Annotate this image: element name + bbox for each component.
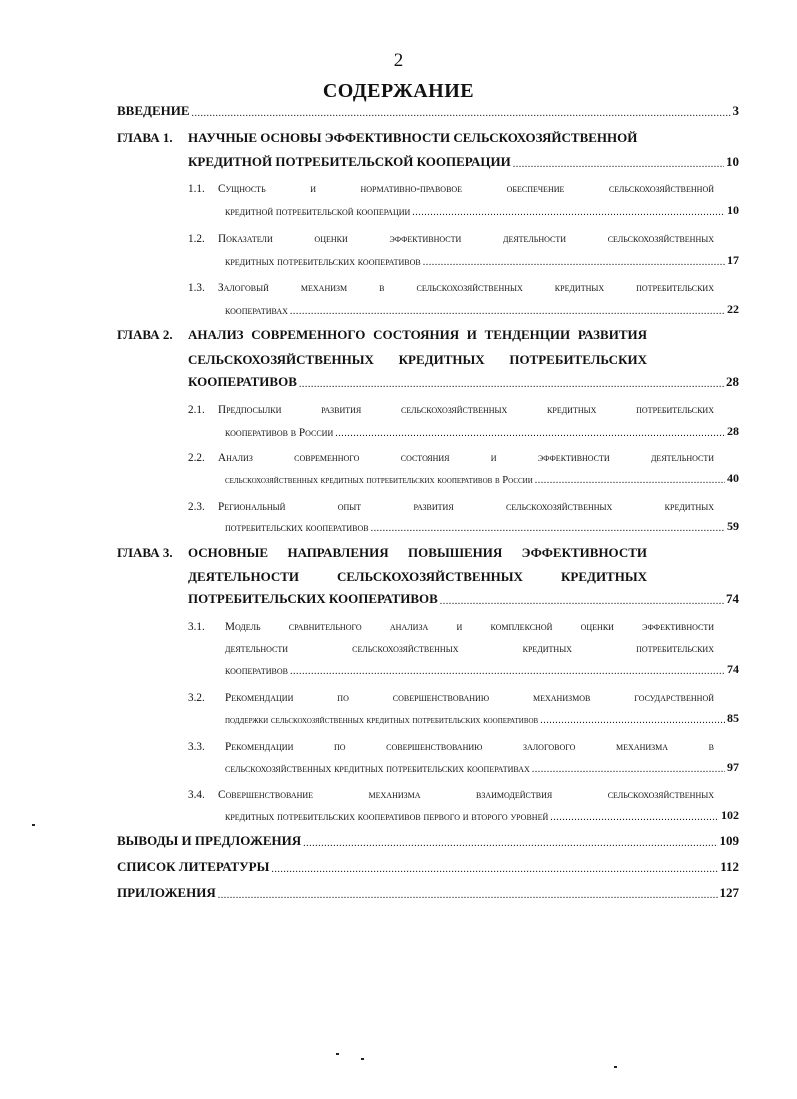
leader-dots	[535, 475, 725, 486]
toc-page-number: 112	[720, 859, 739, 874]
toc-page-number: 28	[727, 424, 739, 438]
leader-dots	[532, 764, 725, 775]
section-title-line: кооперативов в России	[225, 427, 334, 439]
toc-page-number: 74	[727, 662, 739, 676]
section-number: 1.3.	[188, 282, 205, 294]
toc-section-3-1[interactable]	[188, 614, 714, 633]
toc-section-1-2[interactable]	[188, 226, 714, 245]
toc-page-number: 109	[719, 833, 739, 848]
toc-section-1-2-end[interactable]	[225, 249, 739, 268]
toc-section-1-3-end[interactable]	[225, 298, 739, 317]
toc-section-3-4-end[interactable]	[225, 804, 739, 823]
leader-dots	[335, 428, 725, 439]
chapter-title-line: ПОТРЕБИТЕЛЬСКИХ КООПЕРАТИВОВ	[188, 591, 438, 606]
leader-dots	[299, 379, 724, 390]
section-number: 3.4.	[188, 789, 205, 801]
toc-chapter-3-title-end[interactable]	[188, 588, 739, 607]
chapter-title-line: СЕЛЬСКОХОЗЯЙСТВЕННЫХ КРЕДИТНЫХ ПОТРЕБИТЕЛЬСКИХ	[188, 352, 647, 367]
chapter-title-line: НАУЧНЫЕ ОСНОВЫ ЭФФЕКТИВНОСТИ СЕЛЬСКОХОЗЯЙСТВЕННОЙ	[188, 130, 638, 145]
toc-section-2-3[interactable]	[188, 494, 714, 513]
leader-dots	[540, 715, 725, 726]
chapter-title-line: КРЕДИТНОЙ ПОТРЕБИТЕЛЬСКОЙ КООПЕРАЦИИ	[188, 154, 511, 169]
section-title-line: Рекомендации по совершенствованию залогового механизма в	[225, 741, 714, 753]
chapter-label: ГЛАВА 2.	[117, 327, 173, 342]
toc-section-3-2[interactable]	[188, 685, 714, 704]
chapter-title-line: КООПЕРАТИВОВ	[188, 374, 297, 389]
section-number: 2.2.	[188, 452, 205, 464]
scan-speck	[361, 1058, 364, 1060]
chapter-title-line: АНАЛИЗ СОВРЕМЕННОГО СОСТОЯНИЯ И ТЕНДЕНЦИИ РАЗВИТИЯ	[188, 327, 647, 342]
section-title-line: кооперативов	[225, 665, 288, 677]
scan-speck	[32, 824, 35, 826]
toc-page-number: 74	[726, 591, 739, 606]
chapter-label: ГЛАВА 3.	[117, 545, 173, 560]
toc-section-2-3-end[interactable]	[225, 515, 739, 534]
toc-page-number: 102	[721, 808, 739, 822]
section-title-line: деятельности сельскохозяйственных кредитных потребительских	[225, 643, 714, 655]
toc-page-number: 85	[727, 711, 739, 725]
scan-speck	[336, 1053, 339, 1055]
page-number: 2	[393, 50, 404, 71]
section-title-line: Совершенствование механизма взаимодействия сельскохозяйственных	[218, 789, 714, 801]
chapter-title-line: ОСНОВНЫЕ НАПРАВЛЕНИЯ ПОВЫШЕНИЯ ЭФФЕКТИВНОСТИ	[188, 545, 647, 560]
section-number: 1.1.	[188, 183, 205, 195]
leader-dots	[371, 523, 725, 534]
toc-chapter-3-heading[interactable]	[117, 542, 647, 561]
page-title: СОДЕРЖАНИЕ	[322, 80, 475, 102]
toc-page-number: 59	[727, 519, 739, 533]
leader-dots	[303, 838, 717, 849]
toc-page-number: 17	[727, 253, 739, 267]
toc-section-3-2-end[interactable]	[225, 707, 739, 726]
chapter-title-line: ДЕЯТЕЛЬНОСТИ СЕЛЬСКОХОЗЯЙСТВЕННЫХ КРЕДИТНЫХ	[188, 569, 647, 584]
toc-entry-references[interactable]	[117, 856, 739, 875]
section-number: 3.3.	[188, 741, 205, 753]
section-number: 2.1.	[188, 404, 205, 416]
section-number: 2.3.	[188, 501, 205, 513]
section-title-line: Предпосылки развития сельскохозяйственных кредитных потребительских	[218, 404, 714, 416]
section-title-line: Показатели оценки эффективности деятельности сельскохозяйственных	[218, 233, 714, 245]
toc-chapter-2-title-line-2[interactable]	[188, 349, 647, 368]
toc-chapter-3-title-line-2[interactable]	[188, 566, 647, 585]
section-title-line: Анализ современного состояния и эффективности деятельности	[218, 452, 714, 464]
toc-section-3-1-line-2[interactable]	[225, 636, 714, 655]
section-title-line: Региональный опыт развития сельскохозяйственных кредитных	[218, 501, 714, 513]
leader-dots	[290, 666, 725, 677]
section-number: 3.1.	[188, 621, 205, 633]
toc-entry-label: ВВЕДЕНИЕ	[117, 103, 190, 118]
toc-chapter-1-heading[interactable]	[117, 127, 739, 146]
leader-dots	[423, 257, 725, 268]
toc-entry-label: ВЫВОДЫ И ПРЕДЛОЖЕНИЯ	[117, 833, 302, 848]
section-number: 3.2.	[188, 692, 205, 704]
section-title-line: сельскохозяйственных кредитных потребительских кооперативах	[225, 763, 530, 775]
toc-section-2-1-end[interactable]	[225, 420, 739, 439]
section-title-line: кредитной потребительской кооперации	[225, 206, 411, 218]
section-title-line: Рекомендации по совершенствованию механизмов государственной	[225, 692, 714, 704]
toc-page-number: 127	[719, 885, 739, 900]
section-title-line: сельскохозяйственных кредитных потребительских кооперативов в России	[225, 475, 533, 486]
leader-dots	[192, 108, 731, 119]
toc-section-3-3[interactable]	[188, 734, 714, 753]
section-title-line: потребительских кооперативов	[225, 522, 369, 534]
toc-chapter-1-title-end[interactable]	[188, 151, 739, 170]
section-title-line: кооперативах	[225, 305, 288, 317]
toc-entry-intro[interactable]	[117, 100, 739, 119]
toc-page-number: 40	[727, 471, 739, 485]
scan-speck	[614, 1066, 617, 1068]
toc-page-number: 28	[726, 374, 739, 389]
toc-section-2-2-end[interactable]	[225, 467, 739, 486]
leader-dots	[513, 159, 724, 170]
toc-section-3-4[interactable]	[188, 782, 714, 801]
section-title-line: поддержки сельскохозяйственных кредитных потребительских кооперативов	[225, 715, 539, 726]
section-title-line: Залоговый механизм в сельскохозяйственных кредитных потребительских	[218, 282, 714, 294]
section-title-line: Модель сравнительного анализа и комплексной оценки эффективности	[225, 621, 714, 633]
chapter-label: ГЛАВА 1.	[117, 130, 173, 145]
toc-entry-label: ПРИЛОЖЕНИЯ	[117, 885, 216, 900]
toc-page-number: 10	[726, 154, 739, 169]
toc-section-2-1[interactable]	[188, 397, 714, 416]
section-title-line: Сущность и нормативно-правовое обеспечение сельскохозяйственной	[218, 183, 714, 195]
section-number: 1.2.	[188, 233, 205, 245]
leader-dots	[290, 306, 725, 317]
section-title-line: кредитных потребительских кооперативов первого и второго уровней	[225, 811, 549, 823]
leader-dots	[218, 890, 718, 901]
toc-page-number: 97	[727, 760, 739, 774]
toc-page-number: 22	[727, 302, 739, 316]
leader-dots	[440, 596, 724, 607]
leader-dots	[550, 812, 719, 823]
toc-section-1-3[interactable]	[188, 275, 714, 294]
toc-section-1-1[interactable]	[188, 176, 714, 195]
leader-dots	[412, 207, 725, 218]
toc-chapter-2-heading[interactable]	[117, 324, 647, 343]
toc-entry-conclusions[interactable]	[117, 830, 739, 849]
toc-section-3-1-end[interactable]	[225, 658, 739, 677]
toc-chapter-2-title-end[interactable]	[188, 371, 739, 390]
toc-section-2-2[interactable]	[188, 445, 714, 464]
toc-page-number: 3	[732, 103, 739, 118]
toc-entry-label: СПИСОК ЛИТЕРАТУРЫ	[117, 859, 270, 874]
toc-page-number: 10	[727, 203, 739, 217]
leader-dots	[271, 864, 718, 875]
toc-entry-appendices[interactable]	[117, 882, 739, 901]
section-title-line: кредитных потребительских кооперативов	[225, 256, 421, 268]
toc-section-3-3-end[interactable]	[225, 756, 739, 775]
toc-section-1-1-end[interactable]	[225, 199, 739, 218]
